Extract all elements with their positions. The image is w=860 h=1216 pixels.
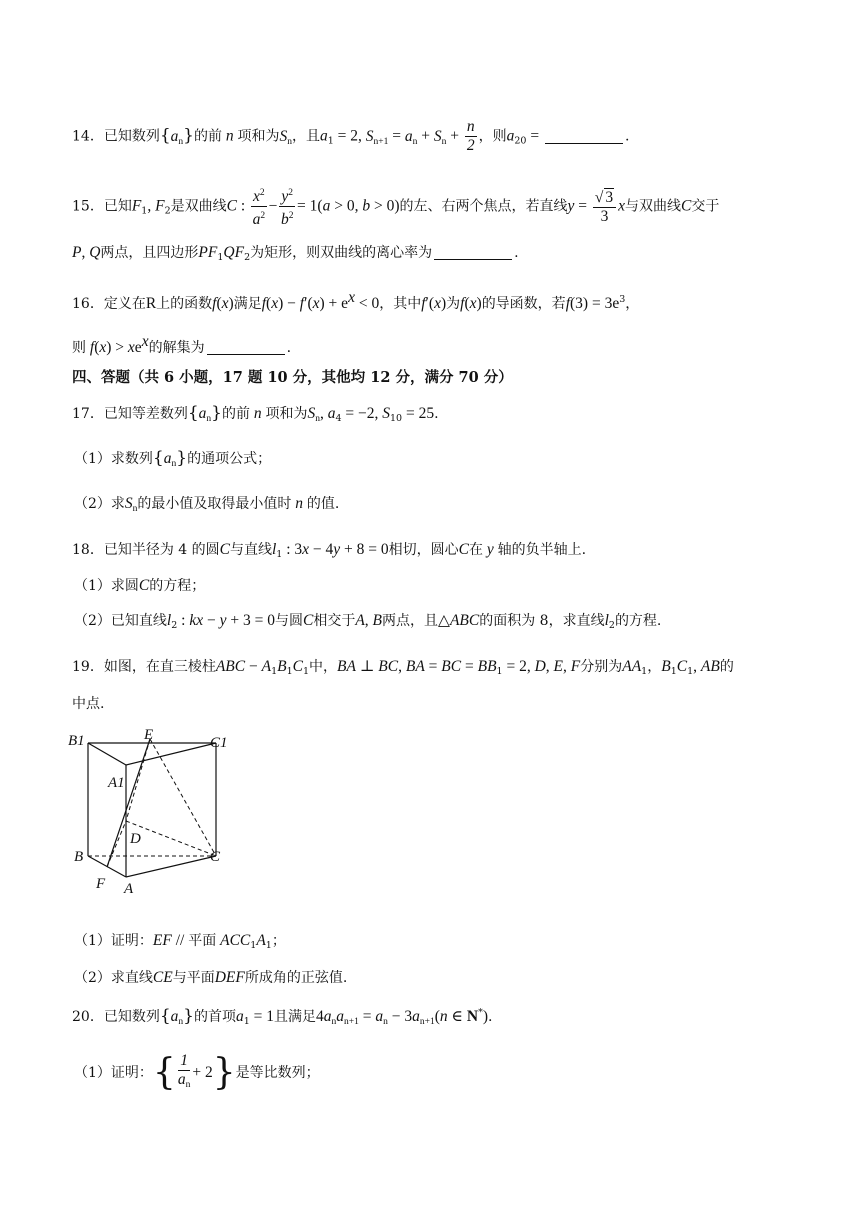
question-15: 15．已知$F_1$, $F_2$是双曲线C : $\frac{x^2}{a^2}$ − $\frac{y^2}{b^2}$ = 1(a > 0, b > 0)的左、右两个焦点，若直线y = $\frac{√ 3}{3}$ x与双曲线C交于	[72, 184, 719, 229]
question-17-part1: （1）求数列$\{a_n\}$的通项公式；	[74, 448, 272, 469]
label-a: A	[124, 881, 134, 897]
question-16: 16．定义在R上的函数f(x)满足$f(x) - f'(x) + e^x < 0$，其中f′(x)为f(x)的导函数，若$f(3) = 3e^3$，	[72, 289, 640, 312]
question-16-line2: 则 $f(x) > xe^x$的解集为 .	[72, 333, 292, 356]
question-18-part1: （1）求圆C的方程；	[74, 577, 206, 594]
prism-figure	[66, 725, 236, 897]
question-20: 20．已知数列$\{a_n\}$的首项$a_1 = 1$且满足$4a_na_{n+1} = a_n - 3a_{n+1}(n$ ∈ N*).	[72, 1006, 493, 1027]
question-19-line2: 中点.	[72, 696, 105, 712]
question-14: 14．已知数列$\{a_n\}$的前 n 项和为$S_n$，且$a_1 = 2$, $S_{n+1} = a_n + S_n$ + $\frac{n}{2}$ ，则$a_{20}$ = .	[72, 118, 630, 154]
label-f: F	[96, 876, 106, 892]
label-d: D	[130, 831, 141, 847]
label-a1: A1	[108, 775, 125, 791]
question-17: 17．已知等差数列$\{a_n\}$的前 n 项和为$S_n$, $a_4 = -2$, $S_{10} = 25$.	[72, 403, 439, 424]
question-17-part2: （2）求$S_n$的最小值及取得最小值时 n 的值.	[74, 495, 340, 514]
label-e: E	[144, 727, 154, 743]
question-19: 19．如图，在直三棱柱ABC − $A_1B_1C_1$中，BA ⊥ BC, BA = BC = $BB_1 = 2$, D, E, F分别为$AA_1$，$B_1C_1$, AB的	[72, 658, 734, 677]
label-b: B	[74, 849, 84, 865]
question-19-part2: （2）求直线CE与平面DEF所成角的正弦值.	[74, 969, 348, 986]
section-heading: 四、答题（共 6 小题，17 题 10 分，其他均 12 分，满分 70 分）	[72, 369, 513, 386]
label-c1: C1	[210, 735, 228, 751]
question-15-line2: P, Q两点，且四边形$PF_1QF_2$为矩形，则双曲线的离心率为 .	[72, 244, 519, 263]
question-20-part1: （1）证明：{ $\frac{1}{a_n}$ + 2}是等比数列；	[74, 1052, 320, 1093]
label-c: C	[210, 849, 221, 865]
question-18: 18．已知半径为 4 的圆C与直线$l_1$ : 3x − 4y + 8 = 0相切，圆心C在 y 轴的负半轴上.	[72, 541, 587, 560]
question-19-part1: （1）证明：EF // 平面 $ACC_1A_1$；	[74, 932, 286, 951]
question-18-part2: （2）已知直线$l_2$ : kx − y + 3 = 0与圆C相交于A, B两点，且△ABC的面积为 8，求直线$l_2$的方程.	[74, 612, 662, 631]
label-b1: B1	[68, 733, 85, 749]
